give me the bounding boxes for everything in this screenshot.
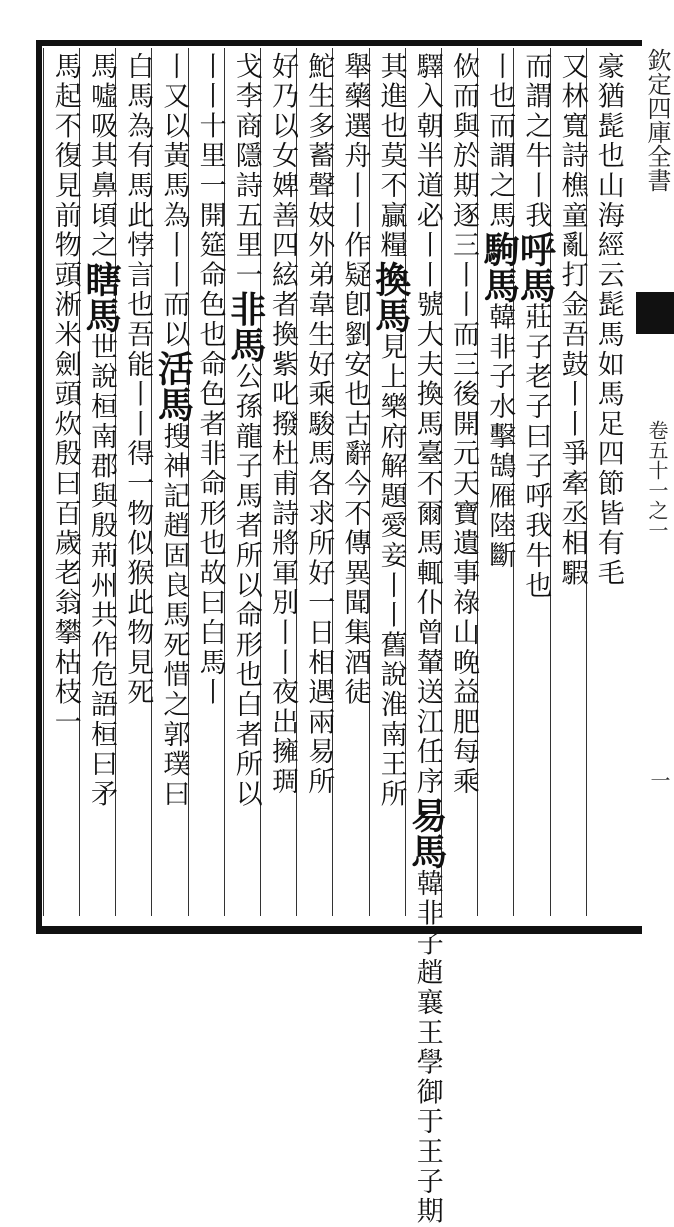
text-column [226,52,266,914]
text-column [262,52,302,914]
text-segment: 作疑卽劉安也古辭今不傳異聞集酒徒 [339,230,371,708]
column-rule [43,48,44,916]
text-segment: 鮀生多蓄聲妓外弟韋生好乘駿馬各求所好一日相遇兩易所 [303,52,335,797]
text-segment: 又林寬詩樵童亂打金吾鼓丨丨爭牽丞相騢 [556,52,588,589]
text-column [443,52,483,914]
text-column [515,52,555,914]
text-segment: 韓非子趙襄王學御于王子期 [411,869,443,1227]
text-column [298,52,338,914]
text-segment: 命色也命色者非命形也故曰白馬丨 [194,260,226,708]
text-column [588,52,628,914]
text-segment: 見上樂府解題愛妾丨丨舊說淮南王所 [375,332,407,810]
entry-heading: 非馬 [224,290,267,363]
text-column [153,52,193,914]
text-segment: 戈李商隱詩五里一 [230,52,262,291]
text-segment: 豪猶髭也山海經云髭馬如馬足四節皆有毛 [592,52,624,589]
text-segment: 馬噓吸其鼻頃之 [86,52,117,261]
text-segment: 韓非子水擊鵠雁陸斷 [484,302,516,572]
text-segment: 好乃以女婢善四絃者換紫叱撥杜甫詩將軍別丨丨夜出擁琱 [267,52,298,797]
entry-heading: 活馬 [152,350,195,422]
entry-heading: 易馬 [405,797,448,869]
text-column [190,52,230,914]
entry-heading: 駒馬 [478,230,521,303]
text-segment: 佽而與於期逐三丨丨而三後開元天寶遺事祿山晚益肥每乘 [448,52,479,797]
text-segment: 馬起不復見前物 [49,52,81,261]
margin-page-number: 一 [647,770,671,790]
entry-heading: 呼馬 [514,230,557,303]
margin-volume: 卷五十一之一 [645,420,669,540]
text-segment: 丨丨十里一開筵 [194,52,226,261]
entry-heading: 換馬 [369,260,412,333]
text-segment: 而謂之牛丨我 [520,52,552,231]
text-segment: 頭淅米劍頭炊殷曰百歲老翁攀枯枝一 [49,260,81,738]
text-segment: 舉藥選舟丨丨 [339,52,371,231]
text-column [371,52,411,914]
text-segment: 丨也而謂之馬 [484,52,516,231]
text-segment: 吾能丨丨得一物似猴此物見死 [122,320,154,708]
text-segment: 丨又以黃馬為丨丨而以 [158,52,190,350]
text-segment: 世說桓南郡與殷荊州共作危語桓曰矛 [86,332,117,810]
text-segment: 驛入朝半道必丨丨號大夫換馬臺不爾馬輒仆曾輦送江任序 [411,52,443,797]
entry-heading: 瞎馬 [80,260,122,333]
text-column [405,52,448,1227]
text-segment: 搜神記趙固良馬死惜之郭璞曰 [158,422,190,810]
text-segment: 其進也莫不贏糧 [375,52,407,261]
text-segment: 公孫龍子馬者所以命形也白者所以 [230,362,262,810]
text-segment: 莊子老子曰子呼我牛也 [520,302,552,601]
fish-tail-mark [636,292,674,334]
text-column [552,52,592,914]
text-column [334,52,374,914]
text-column [45,52,85,914]
text-column [81,52,121,914]
text-column [479,52,519,914]
margin-title: 欽定四庫全書 [643,48,671,192]
text-column [117,52,157,914]
text-segment: 白馬為有馬此悖言也 [122,52,154,321]
